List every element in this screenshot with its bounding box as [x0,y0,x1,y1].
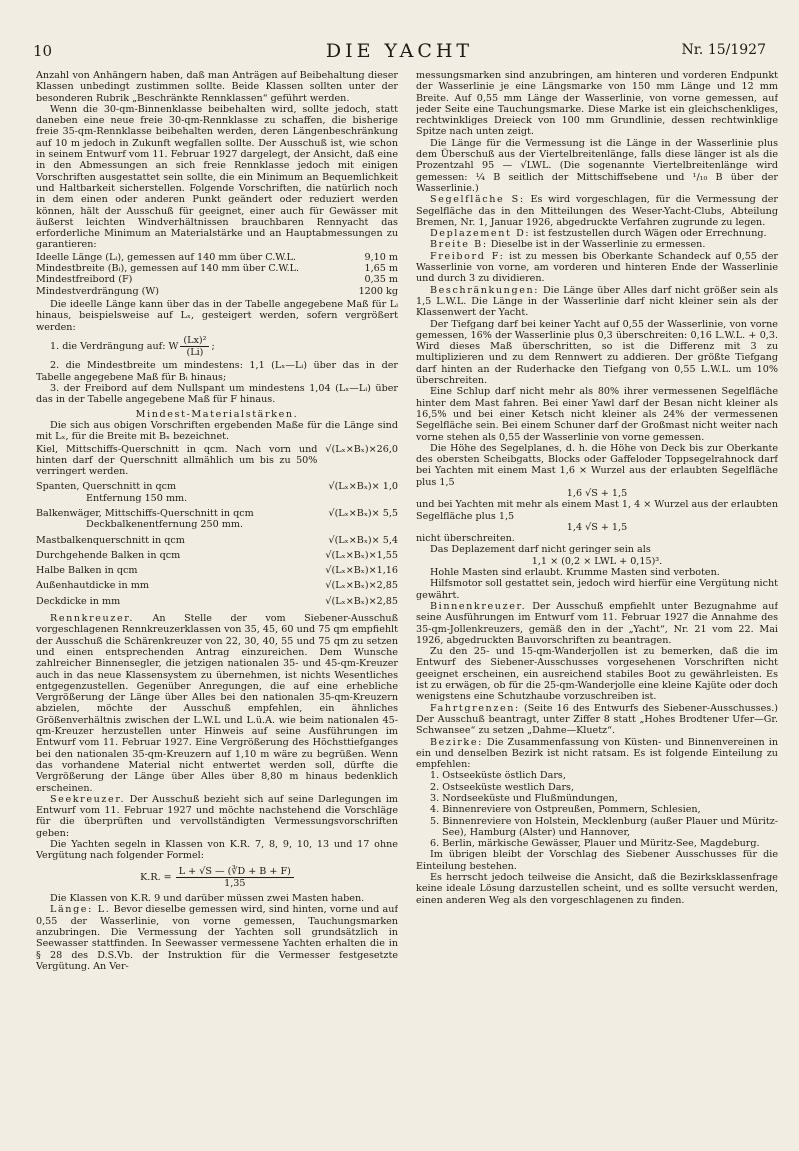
material-note: Entfernung 150 mm. [86,492,188,504]
list-item: 4. Binnenreviere von Ostpreußen, Pommern, Schlesien, [430,804,701,816]
material-row [36,580,398,591]
paragraph [416,601,778,646]
left-column [36,70,398,1140]
paragraph: Der Tiefgang darf bei keiner Yacht auf 0,55 der Wasserlinie, von vorne gemessen, 16% der Wasserlinie plus 0,3 überschreiten: 0,16 L.W.L. + 0,3. Wird dieses Maß überschritten, so ist die Differenz mit 3 zu multiplizieren und zu dem Rennwert zu addieren. Der größte Tiefgang darf hinten an der Ruderhacke den Tiefgang von 0,55 L.W.L. um 10% überschreiten. [416,318,778,387]
material-formula: √(Lₓ×Bₓ)×1,16 [325,565,398,577]
material-label: Deckdicke in mm [36,595,121,607]
run-in-heading: Deplazement D: [430,228,531,240]
paragraph-text: Bevor dieselbe gemessen wird, sind hinten, vorne und auf 0,55 der Wasserlinie, von vorne gemessen, Tauchungsmarken anzubringen. Die Vermessung der Yachten soll grundsätzlich in Seewasser stattfinden. In Seewasser vermessene Yachten erhalten die in § 28 des D.S.Vb. der Instruktion für die Vermesser festgesetzte Vergütung. An Ver- [36,904,398,972]
run-in-heading: Beschränkungen: [430,284,540,296]
paragraph-text: ist zu messen bis Oberkante Schandeck auf 0,55 der Wasserlinie von vorne, am vorderen und hinteren Ende der Wasserlinie und durch 3 zu dividieren. [416,250,778,285]
dimension-label: Mindestfreibord (F) [36,274,133,286]
dimension-table [36,252,398,297]
material-label: Halbe Balken in qcm [36,565,138,577]
paragraph: Die sich aus obigen Vorschriften ergebenden Maße für die Länge sind mit Lₓ, für die Breite mit Bₓ bezeichnet. [36,419,398,443]
fraction [176,866,294,890]
condition-1 [36,335,398,359]
material-formula: √(Lₓ×Bₓ)×26,0 [325,443,398,455]
material-row [36,535,398,546]
run-in-heading: Bezirke: [430,736,483,748]
dimension-row [36,252,398,263]
material-label: Mastbalkenquerschnitt in qcm [36,534,185,546]
paragraph [416,251,778,285]
run-in-heading: Fahrtgrenzen: [430,702,520,714]
run-in-heading: Länge: L. [50,904,111,916]
paragraph: Die Klassen von K.R. 9 und darüber müssen zwei Masten haben. [50,893,365,905]
paragraph [416,285,778,319]
condition-text: 1. die Verdrängung auf: W [50,340,179,352]
formula-line: 1,1 × (0,2 × LWL + 0,15)³. [531,555,663,567]
dimension-label: Mindestverdrängung (W) [36,285,160,297]
paragraph-text: Der Ausschuß empfiehlt unter Bezugnahme auf seine Ausführungen im Entwurf vom 11. Februar 1927 die Annahme des 35-qm-Jollenkreuzers, gemäß den in der „Yacht“, Nr. 21 vom 22. Mai 1926, abgedruckten Bauvorschriften zu beantragen. [416,600,778,646]
formula-lhs: K.R. = [140,871,172,883]
list-item: 1. Ostseeküste östlich Dars, [430,770,566,782]
material-formula: √(Lₓ×Bₓ)×1,55 [325,549,398,561]
paragraph [416,239,778,250]
run-in-heading: Seekreuzer. [50,793,126,805]
run-in-heading: Breite B: [430,239,488,251]
material-label: Außenhautdicke in mm [36,580,149,592]
formula-line: 1,6 √S + 1,5 [566,487,628,499]
paragraph: Eine Schlup darf nicht mehr als 80% ihrer vermessenen Segelfläche hinter dem Mast fahren. Bei einer Yawl darf der Besan nicht kleiner als 16,5% und bei einer Ketsch nicht kleiner als 24% der vermessenen Segelfläche sein. Bei einem Schuner darf der Großmast nicht weiter nach vorne stehen als 0,55 der Wasserlinie von vorne gemessen. [416,386,778,443]
material-label: Durchgehende Balken in qcm [36,549,181,561]
issue-number: Nr. 15/1927 [681,42,766,58]
fraction-numerator: (Lx)² [180,335,209,347]
material-row [36,444,398,478]
paragraph [416,194,778,228]
paragraph-text: (Seite 16 des Entwurfs des Siebener-Ausschusses.) Der Ausschuß beantragt, unter Ziffer 8 statt „Hohes Brodtener Ufer—Gr. Schwansee“ zu setzen „Dahme—Kluetz“. [416,702,778,737]
condition-3: 3. der Freibord auf dem Nullspant um mindestens 1,04 (Lₓ—Lᵢ) über das in der Tabelle angegebene Maß für F hinaus. [36,383,398,406]
right-column [416,70,778,1140]
list-item: 5. Binnenreviere von Holstein, Mecklenburg (außer Plauer und Müritz-See), Hamburg (Alster) und Hannover, [430,815,778,838]
run-in-heading: Segelfläche S: [430,194,525,206]
material-label: Spanten, Querschnitt in qcm [36,481,177,493]
material-table [36,444,398,608]
paragraph: Hilfsmotor soll gestattet sein, jedoch wird hierfür eine Vergütung nicht gewährt. [416,578,778,601]
run-in-heading: Binnenkreuzer. [430,600,527,612]
material-formula: √(Lₓ×Bₓ)× 5,4 [328,534,398,546]
paragraph-text: Die Länge über Alles darf nicht größer sein als 1,5 L.W.L. Die Länge in der Wasserlinie darf nicht kleiner sein als der Klassenwert der Yacht. [416,284,778,319]
paragraph-text: Dieselbe ist in der Wasserlinie zu ermessen. [487,239,706,251]
dimension-row [36,263,398,274]
paragraph: messungsmarken sind anzubringen, am hinteren und vorderen Endpunkt der Wasserlinie je eine Längsmarke von 150 mm Länge und 12 mm Breite. Auf 0,55 mm Länge der Wasserlinie, von vorne gemessen, auf jeder Seite eine Tauchungsmarke. Diese Marke ist ein gleichschenkliges, rechtwinkliges Dreieck von 100 mm Grundlinie, dessen rechtwinklige Spitze nach unten zeigt. [416,70,778,138]
list-item: 6. Berlin, märkische Gewässer, Plauer und Müritz-See, Magdeburg. [430,838,760,850]
material-formula: √(Lₓ×Bₓ)×2,85 [325,595,398,607]
material-formula: √(Lₓ×Bₓ)× 1,0 [328,481,398,493]
paragraph-text: An Stelle der vom Siebener-Ausschuß vorgeschlagenen Rennkreuzerklassen von 35, 45, 60 und 75 qm empfiehlt der Ausschuß die Schärenkreuzer von 22, 30, 40, 55 und 75 qm zu setzen und einen entsprechenden Antrag einzureichen. Dem Wunsche zahlreicher Binnensegler, die jetzigen nationalen 35- und 45-qm-Kreuzer auch in das neue Klassensystem zu übernehmen, ist nichts Wesentliches entgegenzustellen. Gegenüber Anregungen, die auf eine erhebliche Vergrößerung der Länge über Alles bei den nationalen 35-qm-Kreuzern abzielen, möchte der Ausschuß empfehlen, ein ähnliches Größenverhältnis zwischen der L.W.L und L.ü.A. wie beim nationalen 45-qm-Kreuzer herzustellen unter Hinweis auf seine Ausführungen im Entwurf vom 11. Februar 1927. Eine Vergrößerung des Höchsttiefganges bei den nationalen 35-qm-Kreuzern auf 1,10 m wäre zu begrüßen. Wenn das vorhandene Material nicht entwertet werden soll, dürfte die Vergrößerung der Länge über Alles über 8,80 m hinaus bedenklich erscheinen. [36,613,398,794]
material-note: Deckbalkenentfernung 250 mm. [86,519,244,531]
paragraph: Im übrigen bleibt der Vorschlag des Siebener Ausschusses für die Einteilung bestehen. [416,849,778,872]
paragraph: Hohle Masten sind erlaubt. Krumme Masten sind verboten. [430,567,720,579]
fraction [180,335,209,359]
dimension-row [36,274,398,285]
paragraph: Das Deplazement darf nicht geringer sein als [430,544,651,556]
fraction-numerator: L + √S — (∛D + B + F) [176,866,294,878]
paragraph [36,613,398,794]
paragraph: nicht überschreiten. [416,533,515,545]
district-list [416,770,778,849]
formula-line: 1,4 √S + 1,5 [566,521,628,533]
page-header [33,42,766,64]
run-in-heading: Freibord F: [430,250,505,262]
paragraph: Anzahl von Anhängern haben, daß man Anträgen auf Beibehaltung dieser Klassen unbedingt zustimmen sollte. Beide Klassen sollten unter der besonderen Rubrik „Beschränkte Rennklassen“ geführt werden. [36,70,398,104]
section-heading: Mindest-Materialstärken. [135,408,299,420]
list-item: 3. Nordseeküste und Flußmündungen, [430,793,618,804]
dimension-label: Ideelle Länge (Lᵢ), gemessen auf 140 mm über C.W.L. [36,251,296,263]
condition-suffix: ; [211,340,215,352]
dimension-value: 1200 kg [358,285,398,297]
material-label: Balkenwäger, Mittschiffs-Querschnitt in qcm [36,507,254,519]
material-formula: √(Lₓ×Bₓ)×2,85 [325,580,398,592]
list-item: 2. Ostseeküste westlich Dars, [430,781,574,793]
material-row [36,596,398,607]
dimension-row [36,286,398,297]
paragraph [416,737,778,771]
dimension-value: 1,65 m [364,263,398,275]
run-in-heading: Rennkreuzer. [50,613,135,625]
kr-formula [36,866,398,890]
fraction-denominator: (Li) [186,347,204,359]
fraction-denominator: 1,35 [224,877,246,889]
journal-title: DIE YACHT [325,40,474,62]
material-label: Kiel, Mittschiffs-Querschnitt in qcm. Nach vorn und hinten darf der Querschnitt allmählich um bis zu 50% verringert werden. [36,443,318,478]
paragraph-text: Es wird vorgeschlagen, für die Vermessung der Segelfläche das in den Mitteilungen des Weser-Yacht-Clubs, Abteilung Bremen, Nr. 1, Januar 1926, abgedruckte Verfahren zugrunde zu legen. [416,194,778,228]
paragraph [36,794,398,839]
paragraph-text: Der Ausschuß bezieht sich auf seine Darlegungen im Entwurf vom 11. Februar 1927 und möchte nachstehend die Vorschläge für die überprüften und vervollständigten Vermessungsvorschriften geben: [36,793,398,839]
dimension-value: 9,10 m [364,251,398,263]
material-row [36,508,398,519]
material-row [36,481,398,492]
paragraph [416,703,778,737]
paragraph-text: Die Zusammenfassung von Küsten- und Binnenvereinen in ein und denselben Bezirk ist nicht ratsam. Es ist folgende Einteilung zu empfehlen: [416,736,778,771]
paragraph [416,228,778,239]
page-number: 10 [33,42,53,60]
dimension-label: Mindestbreite (Bᵢ), gemessen auf 140 mm über C.W.L. [36,263,300,275]
condition-2: 2. die Mindestbreite um mindestens: 1,1 (Lₓ—Lᵢ) über das in der Tabelle angegebene Maß für Bᵢ hinaus; [36,360,398,383]
paragraph: Die Höhe des Segelplanes, d. h. die Höhe von Deck bis zur Oberkante des obersten Scheibgatts, Blocks oder Gaffeloder Toppsegelrahnock darf bei Yachten mit einem Mast 1,6 × Wurzel aus der erlaubten Segelfläche plus 1,5 [416,442,778,488]
paragraph: Die Yachten segeln in Klassen von K.R. 7, 8, 9, 10, 13 und 17 ohne Vergütung nach folgender Formel: [36,839,398,862]
paragraph: Es herrscht jedoch teilweise die Ansicht, daß die Bezirksklassenfrage keine ideale Lösung darzustellen scheint, und es sollte versucht werden, einen anderen Weg als den vorgeschlagenen zu finden. [416,872,778,906]
dimension-value: 0,35 m [364,274,398,286]
paragraph: Die ideelle Länge kann über das in der Tabelle angegebene Maß für Lᵢ hinaus, beispielsweise auf Lₓ, gesteigert werden, sofern vergrößert werden: [36,298,398,333]
paragraph-text: ist festzustellen durch Wägen oder Errechnung. [530,228,767,240]
material-row [36,550,398,561]
paragraph: Die Länge für die Vermessung ist die Länge in der Wasserlinie plus dem Überschuß aus der Viertelbreitenlänge, falls diese länger ist als die Prozentzahl 95 — √LWL. (Die sogenannte Viertelbreitenlänge wird gemessen: ¼ B seitlich der Mittschiffsebene und ¹/₁₀ B über der Wasserlinie.) [416,137,778,194]
paragraph: und bei Yachten mit mehr als einem Mast 1, 4 × Wurzel aus der erlaubten Segelfläche plus 1,5 [416,499,778,522]
material-formula: √(Lₓ×Bₓ)× 5,5 [328,507,398,519]
paragraph [36,904,398,972]
material-row [36,565,398,576]
paragraph: Zu den 25- und 15-qm-Wanderjollen ist zu bemerken, daß die im Entwurf des Siebener-Ausschusses vorgesehenen Vorschriften nicht geeignet erscheinen, ein ausreichend stabiles Boot zu gewährleisten. Es ist zu erwägen, ob für die 25-qm-Wanderjolle eine kleine Kajüte oder doch wenigstens eine Schutzhaube vorzuschreiben ist. [416,646,778,703]
paragraph: Wenn die 30-qm-Binnenklasse beibehalten wird, sollte jedoch, statt daneben eine neue freie 30-qm-Rennklasse zu schaffen, die bisherige freie 35-qm-Rennklasse beibehalten werden, deren Längenbeschränkung auf 10 m jedoch in Zukunft wegfallen sollte. Der Ausschuß ist, wie schon in seinem Entwurf vom 11. Februar 1927 dargelegt, der Ansicht, daß eine in den Abmessungen an sich freie Rennklasse jedoch mit einigen Vorschriften ausgestattet sein sollte, die ein Minimum an Bequemlichkeit und Haltbarkeit sicherstellen. Folgende Vorschriften, die natürlich noch in dem einen oder anderen Punkt geändert oder reduziert werden können, hält der Ausschuß für geeignet, einer auch für Gewässer mit äußerst leichten Windverhältnissen brauchbaren Rennyacht das erforderliche Minimum an Materialstärke und an Hauptabmessungen zu garantieren: [36,103,398,251]
